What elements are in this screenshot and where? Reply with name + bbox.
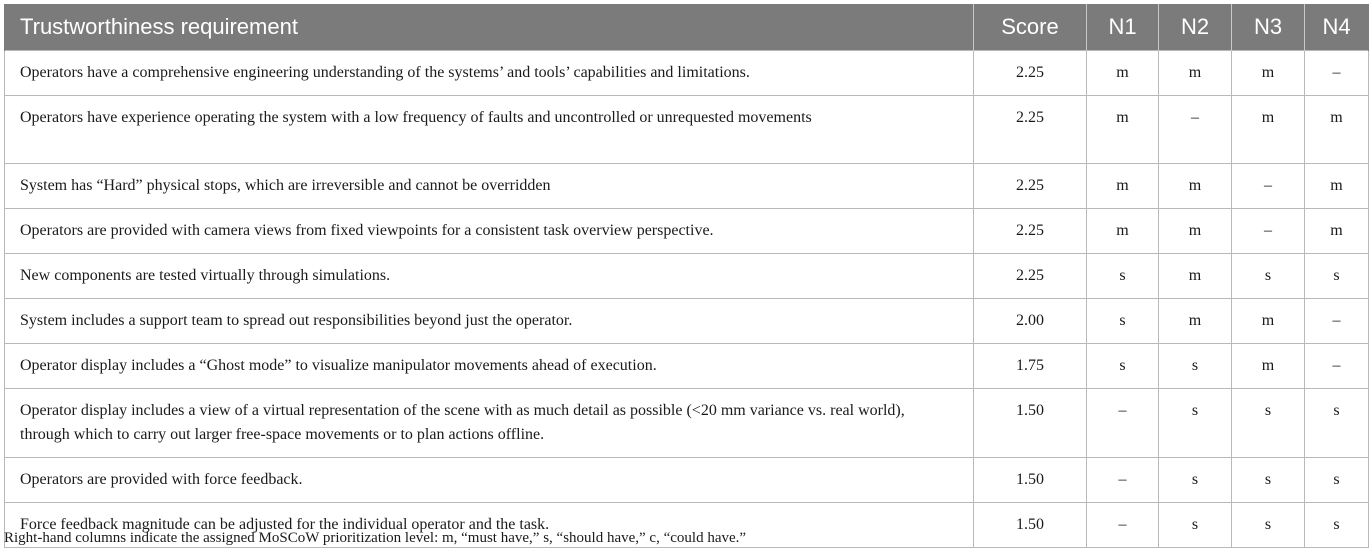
requirement-cell: Operators are provided with camera views from fixed viewpoints for a consistent task overview perspective.	[5, 209, 974, 254]
n3-cell: m	[1232, 344, 1305, 389]
n3-cell: –	[1232, 209, 1305, 254]
header-n1: N1	[1087, 4, 1159, 51]
requirement-cell: Operators have experience operating the system with a low frequency of faults and uncontrolled or unrequested movements	[5, 96, 974, 164]
requirement-cell: New components are tested virtually through simulations.	[5, 254, 974, 299]
n2-cell: m	[1159, 164, 1232, 209]
header-n2: N2	[1159, 4, 1232, 51]
n2-cell: s	[1159, 458, 1232, 503]
score-cell: 1.50	[974, 503, 1087, 548]
score-cell: 2.25	[974, 96, 1087, 164]
score-cell: 2.25	[974, 51, 1087, 96]
score-cell: 2.25	[974, 209, 1087, 254]
n1-cell: m	[1087, 51, 1159, 96]
n4-cell: m	[1305, 164, 1369, 209]
score-cell: 1.75	[974, 344, 1087, 389]
score-cell: 2.25	[974, 164, 1087, 209]
n2-cell: s	[1159, 344, 1232, 389]
n4-cell: s	[1305, 458, 1369, 503]
table-row	[5, 458, 1369, 503]
score-cell: 1.50	[974, 458, 1087, 503]
trustworthiness-requirements-table	[4, 4, 1369, 548]
table-row	[5, 299, 1369, 344]
n1-cell: –	[1087, 458, 1159, 503]
n2-cell: m	[1159, 209, 1232, 254]
n3-cell: s	[1232, 389, 1305, 458]
table-row	[5, 96, 1369, 164]
requirement-cell: Operators are provided with force feedback.	[5, 458, 974, 503]
n4-cell: s	[1305, 503, 1369, 548]
n4-cell: –	[1305, 299, 1369, 344]
n4-cell: –	[1305, 344, 1369, 389]
table-header-row	[5, 4, 1369, 51]
n3-cell: m	[1232, 96, 1305, 164]
requirements-table-container	[4, 4, 1368, 548]
table-row	[5, 164, 1369, 209]
header-n3: N3	[1232, 4, 1305, 51]
n4-cell: –	[1305, 51, 1369, 96]
n2-cell: m	[1159, 299, 1232, 344]
table-footnote: Right-hand columns indicate the assigned MoSCoW prioritization level: m, “must have,” s, “should have,” c, “could have.”	[4, 530, 747, 546]
n1-cell: m	[1087, 209, 1159, 254]
n3-cell: s	[1232, 458, 1305, 503]
n3-cell: –	[1232, 164, 1305, 209]
n1-cell: s	[1087, 254, 1159, 299]
requirement-cell: Operator display includes a view of a virtual representation of the scene with as much detail as possible (<20 mm variance vs. real world), through which to carry out larger free-space movements or to plan actions offline.	[5, 389, 974, 458]
header-n4: N4	[1305, 4, 1369, 51]
requirement-cell: Operators have a comprehensive engineering understanding of the systems’ and tools’ capabilities and limitations.	[5, 51, 974, 96]
n1-cell: –	[1087, 389, 1159, 458]
n4-cell: m	[1305, 209, 1369, 254]
table-row	[5, 344, 1369, 389]
requirement-cell: Force feedback magnitude can be adjusted for the individual operator and the task.	[5, 503, 974, 548]
requirement-cell: Operator display includes a “Ghost mode” to visualize manipulator movements ahead of execution.	[5, 344, 974, 389]
n4-cell: s	[1305, 254, 1369, 299]
n3-cell: s	[1232, 254, 1305, 299]
header-requirement: Trustworthiness requirement	[5, 4, 974, 51]
n4-cell: s	[1305, 389, 1369, 458]
score-cell: 2.00	[974, 299, 1087, 344]
n1-cell: –	[1087, 503, 1159, 548]
n3-cell: m	[1232, 51, 1305, 96]
score-cell: 2.25	[974, 254, 1087, 299]
requirement-cell: System includes a support team to spread out responsibilities beyond just the operator.	[5, 299, 974, 344]
n2-cell: –	[1159, 96, 1232, 164]
table-row	[5, 254, 1369, 299]
n2-cell: m	[1159, 51, 1232, 96]
n2-cell: s	[1159, 503, 1232, 548]
n2-cell: s	[1159, 389, 1232, 458]
n1-cell: s	[1087, 299, 1159, 344]
table-row	[5, 389, 1369, 458]
n1-cell: m	[1087, 164, 1159, 209]
table-row	[5, 209, 1369, 254]
requirement-cell: System has “Hard” physical stops, which are irreversible and cannot be overridden	[5, 164, 974, 209]
n3-cell: m	[1232, 299, 1305, 344]
n3-cell: s	[1232, 503, 1305, 548]
n4-cell: m	[1305, 96, 1369, 164]
n1-cell: s	[1087, 344, 1159, 389]
table-row	[5, 51, 1369, 96]
score-cell: 1.50	[974, 389, 1087, 458]
n2-cell: m	[1159, 254, 1232, 299]
n1-cell: m	[1087, 96, 1159, 164]
header-score: Score	[974, 4, 1087, 51]
